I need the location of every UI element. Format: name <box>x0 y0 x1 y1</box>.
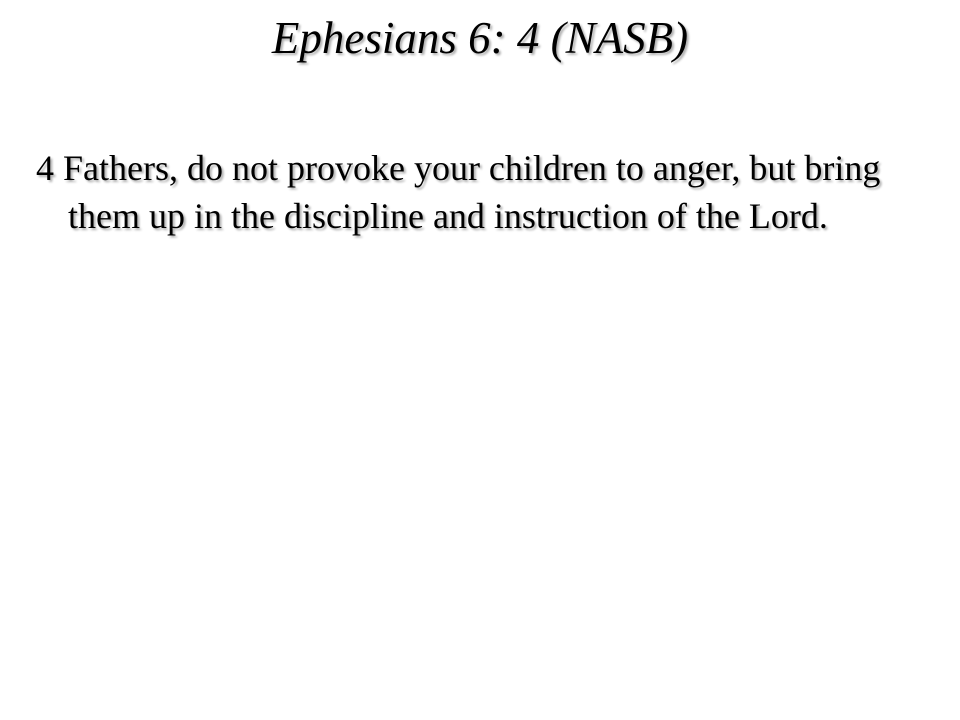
verse-text: 4 Fathers, do not provoke your children to anger, but bring them up in the discipline and instruction of the Lord. <box>36 148 881 236</box>
slide-title: Ephesians 6: 4 (NASB) <box>271 13 689 63</box>
